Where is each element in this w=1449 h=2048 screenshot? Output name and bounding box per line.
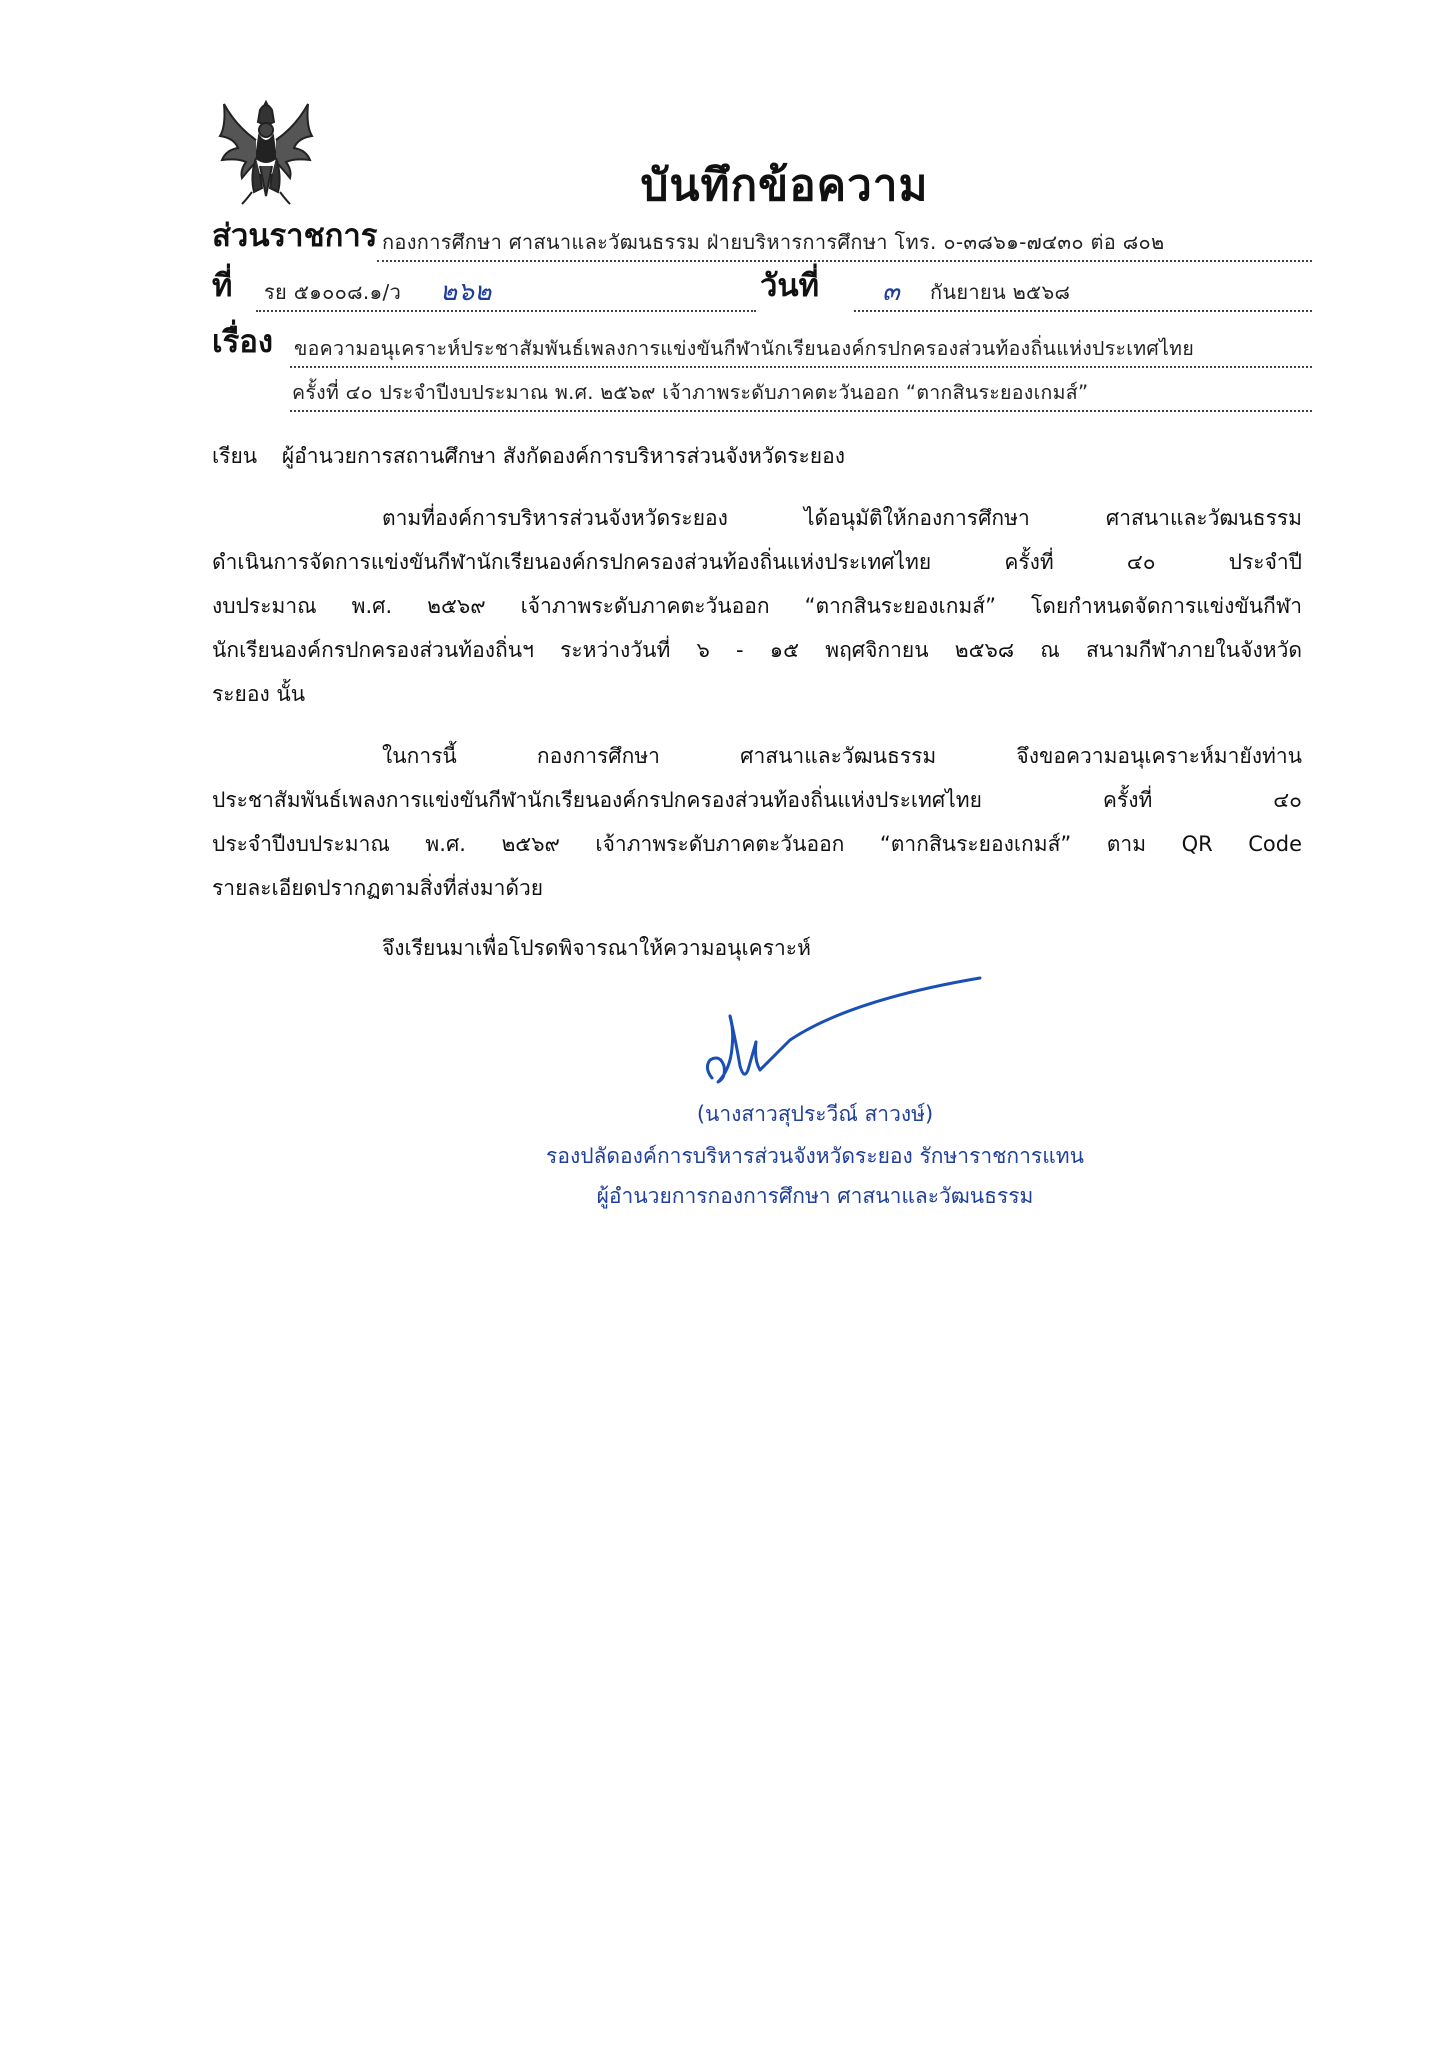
salutation — [212, 440, 845, 473]
subject-line-1: ขอความอนุเคราะห์ประชาสัมพันธ์เพลงการแข่งขันกีฬานักเรียนองค์กรปกครองส่วนท้องถิ่นแห่งประเทศไทย — [294, 337, 1195, 360]
paragraph2-line: รายละเอียดปรากฏตามสิ่งที่ส่งมาด้วย — [212, 876, 544, 900]
ref-label: ที่ — [212, 268, 233, 304]
ref-dotline — [256, 310, 756, 312]
closing-line: จึงเรียนมาเพื่อโปรดพิจารณาให้ความอนุเคราะห์ — [382, 936, 811, 960]
handwritten-signature — [690, 970, 1010, 1100]
agency-label: ส่วนราชการ — [212, 218, 378, 254]
date-month-year: กันยายน ๒๕๖๘ — [930, 280, 1071, 304]
subject-line-2: ครั้งที่ ๔๐ ประจำปีงบประมาณ พ.ศ. ๒๕๖๙ เจ้าภาพระดับภาคตะวันออก “ตากสินระยองเกมส์” — [292, 381, 1089, 404]
date-label: วันที่ — [760, 268, 820, 304]
subject-label: เรื่อง — [212, 324, 274, 360]
ref-date-row — [212, 268, 1312, 316]
signatory-position-2: ผู้อำนวยการกองการศึกษา ศาสนาและวัฒนธรรม — [596, 1184, 1034, 1208]
subject-row-2 — [212, 372, 1312, 416]
ref-number-handwritten: ๒๖๒ — [440, 277, 492, 307]
paragraph2-line: ประชาสัมพันธ์เพลงการแข่งขันกีฬานักเรียนองค์กรปกครองส่วนท้องถิ่นแห่งประเทศไทย ครั้งที่ ๔๐ — [212, 788, 1302, 812]
agency-dotline — [377, 260, 1312, 262]
subject-dotline-1 — [290, 366, 1312, 368]
agency-value: กองการศึกษา ศาสนาและวัฒนธรรม ฝ่ายบริหารการศึกษา โทร. ๐-๓๘๖๑-๗๔๓๐ ต่อ ๘๐๒ — [382, 230, 1165, 254]
paragraph2-line: ในการนี้ กองการศึกษา ศาสนาและวัฒนธรรม จึงขอความอนุเคราะห์มายังท่าน — [382, 744, 1302, 768]
document-title: บันทึกข้อความ — [640, 160, 929, 211]
paragraph1-line: งบประมาณ พ.ศ. ๒๕๖๙ เจ้าภาพระดับภาคตะวันออก “ตากสินระยองเกมส์” โดยกำหนดจัดการแข่งขันกีฬา — [212, 594, 1302, 618]
paragraph1-line: ระยอง นั้น — [212, 682, 306, 706]
subject-dotline-2 — [290, 410, 1312, 412]
paragraph2-line: ประจำปีงบประมาณ พ.ศ. ๒๕๖๙ เจ้าภาพระดับภาคตะวันออก “ตากสินระยองเกมส์” ตาม QR Code — [212, 832, 1302, 856]
subject-row — [212, 324, 1312, 372]
signatory-name: (นางสาวสุประวีณ์ สาวงษ์) — [696, 1102, 934, 1126]
ref-value: รย ๕๑๐๐๘.๑/ว — [264, 280, 402, 304]
date-dotline — [854, 310, 1312, 312]
paragraph1-line: ดำเนินการจัดการแข่งขันกีฬานักเรียนองค์กรปกครองส่วนท้องถิ่นแห่งประเทศไทย ครั้งที่ ๔๐ ประจำปี — [212, 550, 1302, 574]
salutation-label: เรียน — [212, 444, 258, 468]
paragraph1-line: ตามที่องค์การบริหารส่วนจังหวัดระยอง ได้อนุมัติให้กองการศึกษา ศาสนาและวัฒนธรรม — [382, 506, 1302, 530]
date-day-handwritten: ๓ — [882, 277, 901, 307]
salutation-recipient: ผู้อำนวยการสถานศึกษา สังกัดองค์การบริหารส่วนจังหวัดระยอง — [281, 444, 845, 468]
paragraph1-line: นักเรียนองค์กรปกครองส่วนท้องถิ่นฯ ระหว่างวันที่ ๖ - ๑๕ พฤศจิกายน ๒๕๖๘ ณ สนามกีฬาภายในจังหวัด — [212, 638, 1302, 662]
signatory-position-1: รองปลัดองค์การบริหารส่วนจังหวัดระยอง รักษาราชการแทน — [546, 1144, 1084, 1168]
